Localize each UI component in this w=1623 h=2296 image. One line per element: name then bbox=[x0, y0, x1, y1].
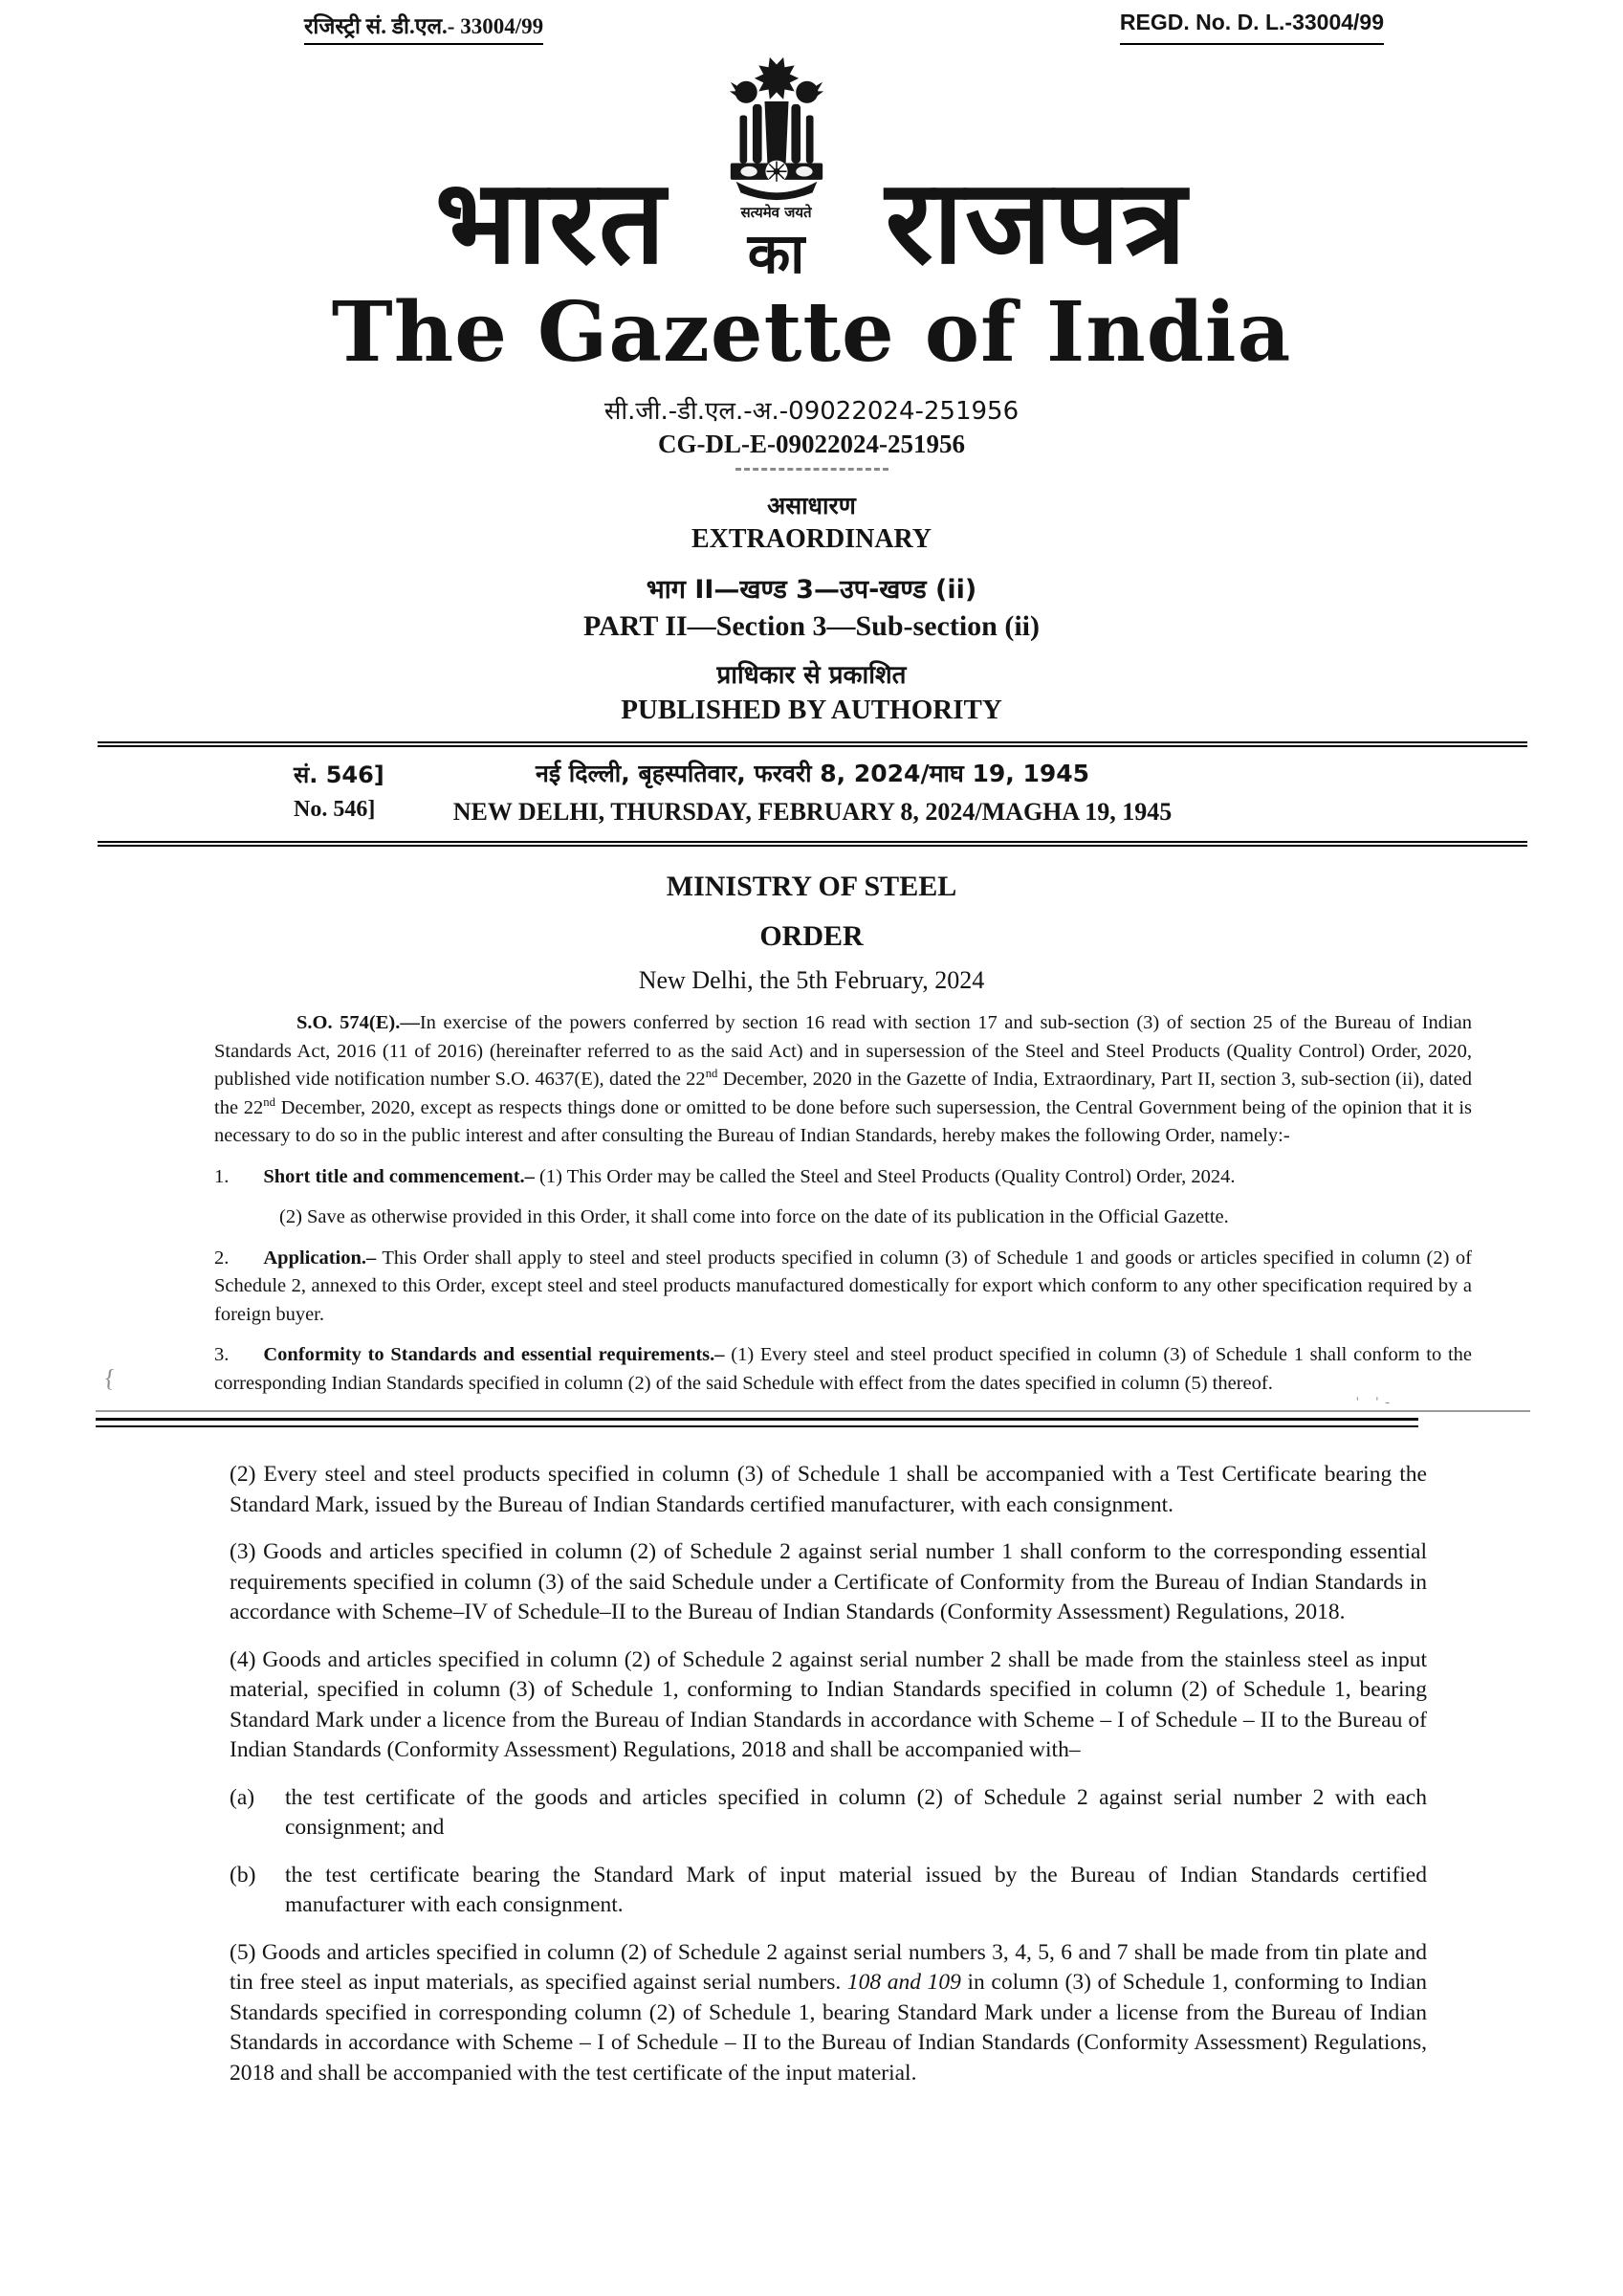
motto-text: सत्यमेव जयते bbox=[740, 204, 812, 222]
text-run: nd bbox=[705, 1067, 718, 1081]
order-place-date: New Delhi, the 5th February, 2024 bbox=[638, 966, 985, 995]
text-run: nd bbox=[263, 1094, 275, 1109]
masthead-hindi-middle: का bbox=[747, 221, 805, 287]
page2-paragraphs bbox=[230, 1460, 1427, 2088]
paragraph bbox=[230, 1861, 1427, 1921]
text-run: (4) Goods and articles specified in column (2) of Schedule 2 against serial number 2 shall be made from the stainless steel as input material, specified in column (3) of Schedule 1, conforming to Indian Standards specified in column (2) of Schedule 1, bearing Standard Mark under a licence from the Bureau of Indian Standards in accordance with Scheme – I of Schedule – II to the Bureau of Indian Standards (Conformity Assessment) Regulations, 2018 and shall be accompanied with– bbox=[230, 1646, 1427, 1763]
text-run: 1. bbox=[214, 1165, 230, 1187]
text-run: S.O. 574(E).— bbox=[296, 1012, 420, 1034]
emblem-column bbox=[700, 51, 853, 286]
scan-artifact: ' '- bbox=[1356, 1395, 1397, 1411]
text-run: December, 2020 in the Gazette of India, Extraordinary, Part II, section 3, sub-section (ii), dated the 22 bbox=[214, 1069, 1472, 1118]
ministry-heading: MINISTRY OF STEEL bbox=[666, 871, 957, 903]
scan-artifact: { bbox=[101, 1363, 118, 1393]
registration-number-hindi: रजिस्ट्री सं. डी.एल.- 33004/99 bbox=[304, 10, 543, 45]
code-english: CG-DL-E-09022024-251956 bbox=[658, 430, 965, 459]
code-underline-dashes bbox=[735, 464, 888, 471]
paragraph bbox=[230, 1460, 1427, 1520]
list-marker: (b) bbox=[230, 1862, 256, 1888]
scan-edge-line bbox=[96, 1410, 1530, 1412]
paragraph bbox=[279, 1203, 1470, 1232]
text-run: (3) Goods and articles specified in column (2) of Schedule 2 against serial number 1 shall conform to the corresponding essential requirements specified in column (3) of the said Schedule under a Certificate of Conformity from the Bureau of Indian Standards in accordance with Scheme–IV of Schedule–II to the Bureau of Indian Standards (Conformity Assessment) Regulations, 2018. bbox=[230, 1539, 1427, 1625]
text-run: Application.– bbox=[263, 1247, 377, 1269]
text-run: the test certificate of the goods and articles specified in column (2) of Schedule 2 against serial number 2 with each consignment; and bbox=[285, 1784, 1427, 1841]
paragraph bbox=[214, 1009, 1472, 1151]
text-run: Short title and commencement.– bbox=[263, 1165, 535, 1187]
extraordinary-hindi: असाधारण bbox=[767, 492, 856, 520]
text-run: 108 and 109 bbox=[846, 1970, 961, 1996]
text-run: in column (3) of Schedule 1, conforming to Indian Standards specified in corresponding column (2) of Schedule 1, bearing Standard Mark under a license from the Bureau of Indian Standards in accordance with Scheme – I of Schedule – II to the Bureau of Indian Standards (Conformity Assessment) Regulations, 2018 and shall be accompanied with the test certificate of the input material. bbox=[230, 1970, 1428, 2086]
list-marker: (a) bbox=[230, 1784, 255, 1810]
text-run: (2) Every steel and steel products specified in column (3) of Schedule 1 shall be accompanied with a Test Certificate bearing the Standard Mark, issued by the Bureau of Indian Standards certified manufacturer, with each consignment. bbox=[230, 1462, 1427, 1517]
text-run: 2. bbox=[214, 1247, 230, 1269]
text-run: 3. bbox=[214, 1344, 230, 1366]
gazette-codes bbox=[0, 395, 1623, 471]
gazette-english-title: The Gazette of India bbox=[331, 284, 1292, 381]
issue-date-english: NEW DELHI, THURSDAY, FEBRUARY 8, 2024/MAGHA 19, 1945 bbox=[452, 798, 1173, 827]
paragraph bbox=[230, 1938, 1427, 2089]
paragraph bbox=[230, 1645, 1427, 1766]
national-emblem-icon bbox=[721, 51, 832, 202]
text-run: This Order shall apply to steel and steel products specified in column (3) of Schedule 1 and goods or articles specified in column (2) of Schedule 2, annexed to this Order, except steel and steel products manufactured domestically for export which conform to any other specification required by a foreign buyer. bbox=[214, 1247, 1472, 1325]
issue-block bbox=[0, 490, 1623, 728]
text-run: In exercise of the powers conferred by section 16 read with section 17 and sub-section (3) of section 25 of the Bureau of Indian Standards Act, 2016 (11 of 2016) (hereinafter referred to as the said Act) and in supersession of the Steel and Steel Products (Quality Control) Order, 2020, published vide notification number S.O. 4637(E), dated the 22 bbox=[214, 1012, 1472, 1091]
code-hindi: सी.जी.-डी.एल.-अ.-09022024-251956 bbox=[603, 397, 1020, 427]
authority-hindi: प्राधिकार से प्रकाशित bbox=[716, 661, 907, 691]
authority-english: PUBLISHED BY AUTHORITY bbox=[621, 695, 1002, 726]
masthead-hindi-left: भारत bbox=[434, 154, 668, 290]
issue-row-hindi bbox=[98, 755, 1527, 793]
text-run: (1) Every steel and steel product specified in column (3) of Schedule 1 shall conform to the corresponding Indian Standards specified in column (2) of the said Schedule with effect from the dates specified in column (5) thereof. bbox=[214, 1344, 1472, 1394]
paragraph bbox=[214, 1163, 1472, 1192]
paragraph bbox=[214, 1245, 1472, 1330]
registration-number-english: REGD. No. D. L.-33004/99 bbox=[1120, 10, 1384, 45]
part-section-english: PART II—Section 3—Sub-section (ii) bbox=[582, 610, 1041, 643]
issue-number-hindi: सं. 546] bbox=[294, 762, 384, 789]
text-run: (1) This Order may be called the Steel and Steel Products (Quality Control) Order, 2024. bbox=[534, 1165, 1236, 1187]
paragraph bbox=[214, 1341, 1472, 1398]
text-run: the test certificate bearing the Standard Mark of input material issued by the Bureau of Indian Standards certified manufacturer with each consignment. bbox=[285, 1862, 1427, 1918]
order-heading: ORDER bbox=[759, 920, 864, 953]
page-top-rule bbox=[96, 1418, 1418, 1427]
masthead-hindi-right: राजपत्र bbox=[885, 154, 1189, 290]
text-run: (2) Save as otherwise provided in this Order, it shall come into force on the date of its publication in the Official Gazette. bbox=[279, 1206, 1229, 1228]
extraordinary-english: EXTRAORDINARY bbox=[691, 524, 932, 555]
masthead bbox=[0, 66, 1623, 290]
part-section-hindi: भाग II—खण्ड 3—उप-खण्ड (ii) bbox=[646, 575, 977, 606]
issue-row-english bbox=[98, 793, 1527, 831]
text-run: (5) Goods and articles specified in column (2) of Schedule 2 against serial numbers 3, 4, 5, 6 and 7 shall be made from tin plate and tin free steel as input materials, as specified against serial numbers. bbox=[230, 1939, 1427, 1996]
text-run: Conformity to Standards and essential requirements.– bbox=[263, 1344, 725, 1366]
paragraph bbox=[230, 1783, 1427, 1843]
paragraph bbox=[230, 1537, 1427, 1628]
page1-paragraphs bbox=[214, 1009, 1472, 1398]
issue-banner bbox=[98, 741, 1527, 847]
issue-number-english: No. 546] bbox=[294, 797, 376, 823]
registration-row bbox=[0, 0, 1623, 45]
issue-date-hindi: नई दिल्ली, बृहस्पतिवार, फरवरी 8, 2024/माघ 19, 1945 bbox=[535, 760, 1090, 788]
text-run: December, 2020, except as respects things done or omitted to be done before such supersession, the Central Government being of the opinion that it is necessary to do so in the public interest and after consulting the Bureau of Indian Standards, hereby makes the following Order, namely:- bbox=[214, 1096, 1473, 1147]
